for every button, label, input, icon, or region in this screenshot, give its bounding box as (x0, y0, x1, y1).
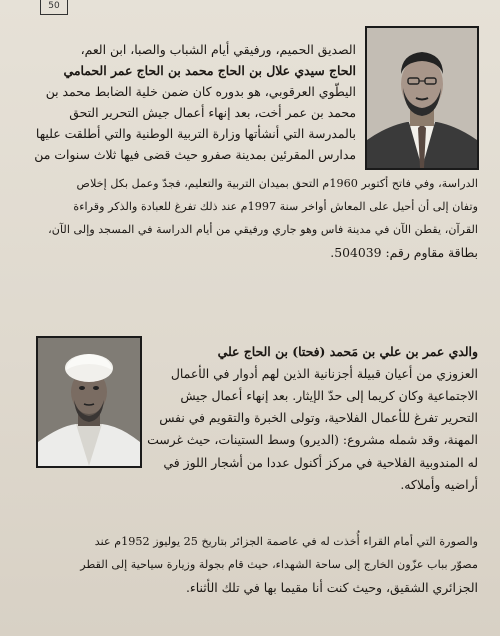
section2-line-2: العزوزي من أعيان قبيلة أجزنانية الذين لهم أدوار في الأعمال (170, 366, 478, 381)
section2-line-1: والدي عمر بن علي بن مَحمد (فحتا) بن الحاج علي (217, 344, 478, 359)
section1-line-2: الحاج سيدي علال بن الحاج محمد بن الحاج عمر الحمامي (63, 63, 356, 78)
section1-line-9: القرآن، يقطن الآن في مدينة فاس وهو جاري ورفيقي من أيام الدراسة في المسجد وإلى الآن، (48, 223, 478, 236)
section2-line-5: المهنة، وقد شمله مشروع: (الديرو) وسط الستينات، حيث غرست (147, 432, 478, 447)
section1-line-8: وتفان إلى أن أحيل على المعاش أواخر سنة 1997م عند ذلك تفرغ للعبادة والذكر وقراءة (73, 200, 478, 213)
portrait-photo-father (36, 336, 142, 468)
section2-line-8: والصورة التي أمام القراء أُخذت له في عاصمة الجزائر بتاريخ 25 يوليوز 1952م عند (94, 535, 478, 548)
section2-line-3: الاجتماعية وكان كريما إلى حدّ الإيثار. بعد إنهاء أعمال جيش (180, 388, 478, 403)
section2-line-6: له المندوبية الفلاحية في مركز أكنول عددا من أشجار اللوز في (163, 455, 478, 470)
section2-line-7: أراضيه وأملاكه. (400, 477, 478, 492)
section1-line-6: مدارس المقرئين بمدينة صفرو حيث قضى فيها ثلاث سنوات من (34, 147, 356, 162)
section1-line-7: الدراسة، وفي فاتح أكتوبر 1960م التحق بميدان التربية والتعليم، فجدّ وعمل بكل إخلاص (76, 177, 478, 190)
portrait-photo-allal (365, 26, 479, 170)
section2-line-4: التحرير تفرغ للأعمال الفلاحية، وتولى الخبرة والتقويم في نفس (159, 410, 478, 425)
section1-line-3: اليطّوي العرقوبي، هو بدوره كان ضمن خلية الضابط محمد بن (45, 84, 356, 99)
section1-line-1: الصديق الحميم، ورفيقي أيام الشباب والصبا، ابن العم، (80, 42, 356, 57)
section1-line-4: محمد بن عمر أخت، بعد إنهاء أعمال جيش التحرير التحق (69, 105, 356, 120)
section2-line-10: الجزائري الشقيق، وحيث كنت أنا مقيما بها في تلك الأثناء. (185, 580, 478, 595)
section1-line-5: بالمدرسة التي أنشأتها وزارة التربية الوطنية والتي أطلقت عليها (35, 126, 356, 141)
section2-line-9: مصوّر بباب عزّون الخارج إلى ساحة الشهداء، حيث قام بجولة وزيارة سياحية إلى القطر (80, 558, 478, 571)
section1-line-10: بطاقة مقاوم رقم: 504039. (330, 245, 478, 260)
page-number: 50 (40, 0, 68, 15)
